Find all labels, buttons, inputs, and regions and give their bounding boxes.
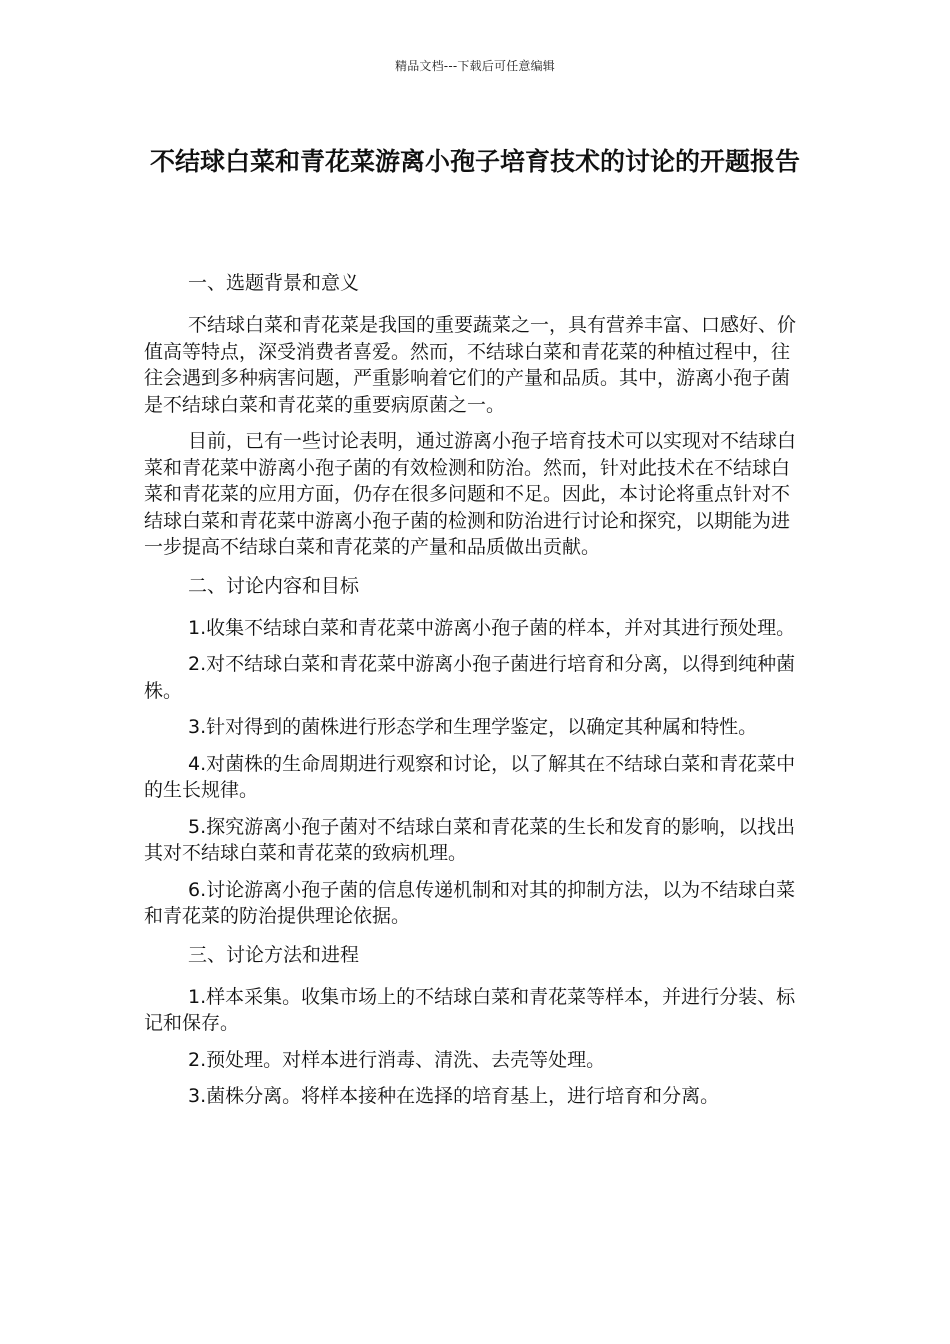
section-heading-methods: 三、讨论方法和进程 (188, 943, 360, 966)
list-item: 1.收集不结球白菜和青花菜中游离小孢子菌的样本，并对其进行预处理。 (188, 616, 796, 639)
document-title: 不结球白菜和青花菜游离小孢子培育技术的讨论的开题报告 (149, 147, 800, 176)
list-item: 5.探究游离小孢子菌对不结球白菜和青花菜的生长和发育的影响，以找出其对不结球白菜和青花菜的致病机理。 (144, 815, 796, 864)
paragraph: 目前，已有一些讨论表明，通过游离小孢子培育技术可以实现对不结球白菜和青花菜中游离小孢子菌的有效检测和防治。然而，针对此技术在不结球白菜和青花菜的应用方面，仍存在很多问题和不足。因此，本讨论将重点针对不结球白菜和青花菜中游离小孢子菌的检测和防治进行讨论和探究，以期能为进一步提高不结球白菜和青花菜的产量和品质做出贡献。 (144, 430, 797, 558)
list-item: 3.针对得到的菌株进行形态学和生理学鉴定，以确定其种属和特性。 (188, 716, 758, 738)
section-heading-background: 一、选题背景和意义 (188, 272, 360, 294)
list-item: 2.对不结球白菜和青花菜中游离小孢子菌进行培育和分离，以得到纯种菌株。 (144, 653, 796, 702)
list-item: 3.菌株分离。将样本接种在选择的培育基上，进行培育和分离。 (188, 1085, 720, 1107)
list-item: 4.对菌株的生命周期进行观察和讨论，以了解其在不结球白菜和青花菜中的生长规律。 (144, 752, 796, 801)
header-note: 精品文档---下载后可任意编辑 (395, 59, 555, 73)
document-body (144, 268, 806, 1120)
list-item: 6.讨论游离小孢子菌的信息传递机制和对其的抑制方法，以为不结球白菜和青花菜的防治提供理论依据。 (144, 878, 796, 927)
section-heading-content-goals: 二、讨论内容和目标 (188, 574, 360, 597)
list-item: 2.预处理。对样本进行消毒、清洗、去壳等处理。 (188, 1048, 606, 1071)
list-item: 1.样本采集。收集市场上的不结球白菜和青花菜等样本，并进行分装、标记和保存。 (144, 985, 796, 1034)
paragraph: 不结球白菜和青花菜是我国的重要蔬菜之一，具有营养丰富、口感好、价值高等特点，深受消费者喜爱。然而，不结球白菜和青花菜的种植过程中，往往会遇到多种病害问题，严重影响着它们的产量和品质。其中，游离小孢子菌是不结球白菜和青花菜的重要病原菌之一。 (144, 314, 797, 416)
